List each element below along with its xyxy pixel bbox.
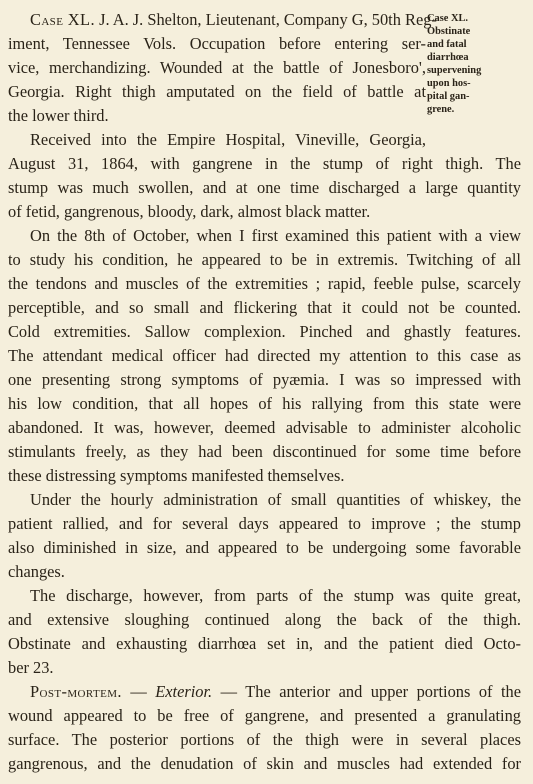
text-line: stimulants freely, as they had been discontinued for some time before (8, 442, 521, 461)
text-line: Post-mortem. — Exterior. — The anterior and upper portions of the (30, 682, 521, 701)
post-mortem-label: Post-mortem. (30, 682, 122, 701)
exterior-label: Exterior. (155, 682, 213, 701)
text-line: ber 23. (8, 658, 54, 677)
text-line: his low condition, that all hopes of his rallying from this state were (8, 394, 521, 413)
text-line: abandoned. It was, however, deemed advisable to administer alcoholic (8, 418, 521, 437)
text-line: Obstinate and exhausting diarrhœa set in, and the patient died Octo- (8, 634, 521, 653)
margin-note-line: Obstinate (427, 26, 471, 37)
margin-note-line: and fatal (427, 39, 467, 50)
text-line: these distressing symptoms manifested themselves. (8, 466, 345, 485)
margin-note-line: supervening (427, 65, 482, 76)
text-line: August 31, 1864, with gangrene in the stump of right thigh. The (8, 154, 521, 173)
text-line: The attendant medical officer had directed my attention to this case as (8, 346, 521, 365)
text-line: and extensive sloughing continued along the back of the thigh. (8, 610, 521, 629)
text-line: patient rallied, and for several days appeared to improve ; the stump (8, 514, 521, 533)
text-line: Georgia. Right thigh amputated on the field of battle at (8, 82, 426, 101)
text-line: Received into the Empire Hospital, Vineville, Georgia, (30, 130, 426, 149)
text-line: Under the hourly administration of small quantities of whiskey, the (30, 490, 521, 509)
text-line: to study his condition, he appeared to be in extremis. Twitching of all (8, 250, 521, 269)
text-line: On the 8th of October, when I first examined this patient with a view (30, 226, 521, 245)
text-line: the lower third. (8, 106, 109, 125)
margin-note-line: grene. (427, 104, 455, 115)
text-line: also diminished in size, and appeared to be undergoing some favorable (8, 538, 521, 557)
margin-note-line: Case XL. (427, 13, 468, 24)
text-line: Cold extremities. Sallow complexion. Pinched and ghastly features. (8, 322, 521, 341)
text-line: of fetid, gangrenous, bloody, dark, almost black matter. (8, 202, 371, 221)
margin-note-line: upon hos- (427, 78, 471, 89)
text-line: changes. (8, 562, 65, 581)
text-line: surface. The posterior portions of the thigh were in several places (8, 730, 521, 749)
text-line: gangrenous, and the denudation of skin and muscles had extended for (8, 754, 521, 773)
text-line: vice, merchandizing. Wounded at the battle of Jonesboro', (8, 58, 426, 77)
text-line: perceptible, and so small and flickering that it could not be counted. (8, 298, 521, 317)
margin-note-line: diarrhœa (427, 52, 469, 63)
text-line: The discharge, however, from parts of the stump was quite great, (30, 586, 521, 605)
case-label: Case XL. (30, 10, 95, 29)
text-line: the tendons and muscles of the extremities ; rapid, feeble pulse, scarcely (8, 274, 521, 293)
text-line: one presenting strong symptoms of pyæmia. I was so impressed with (8, 370, 521, 389)
margin-note-line: pital gan- (427, 91, 470, 102)
text-line: stump was much swollen, and at one time discharged a large quantity (8, 178, 521, 197)
margin-note (427, 12, 531, 116)
text-line: iment, Tennessee Vols. Occupation before entering ser- (8, 34, 426, 53)
text-line: wound appeared to be free of gangrene, and presented a granulating (8, 706, 521, 725)
text-line: Case XL. J. A. J. Shelton, Lieutenant, Company G, 50th Reg- (30, 10, 437, 29)
